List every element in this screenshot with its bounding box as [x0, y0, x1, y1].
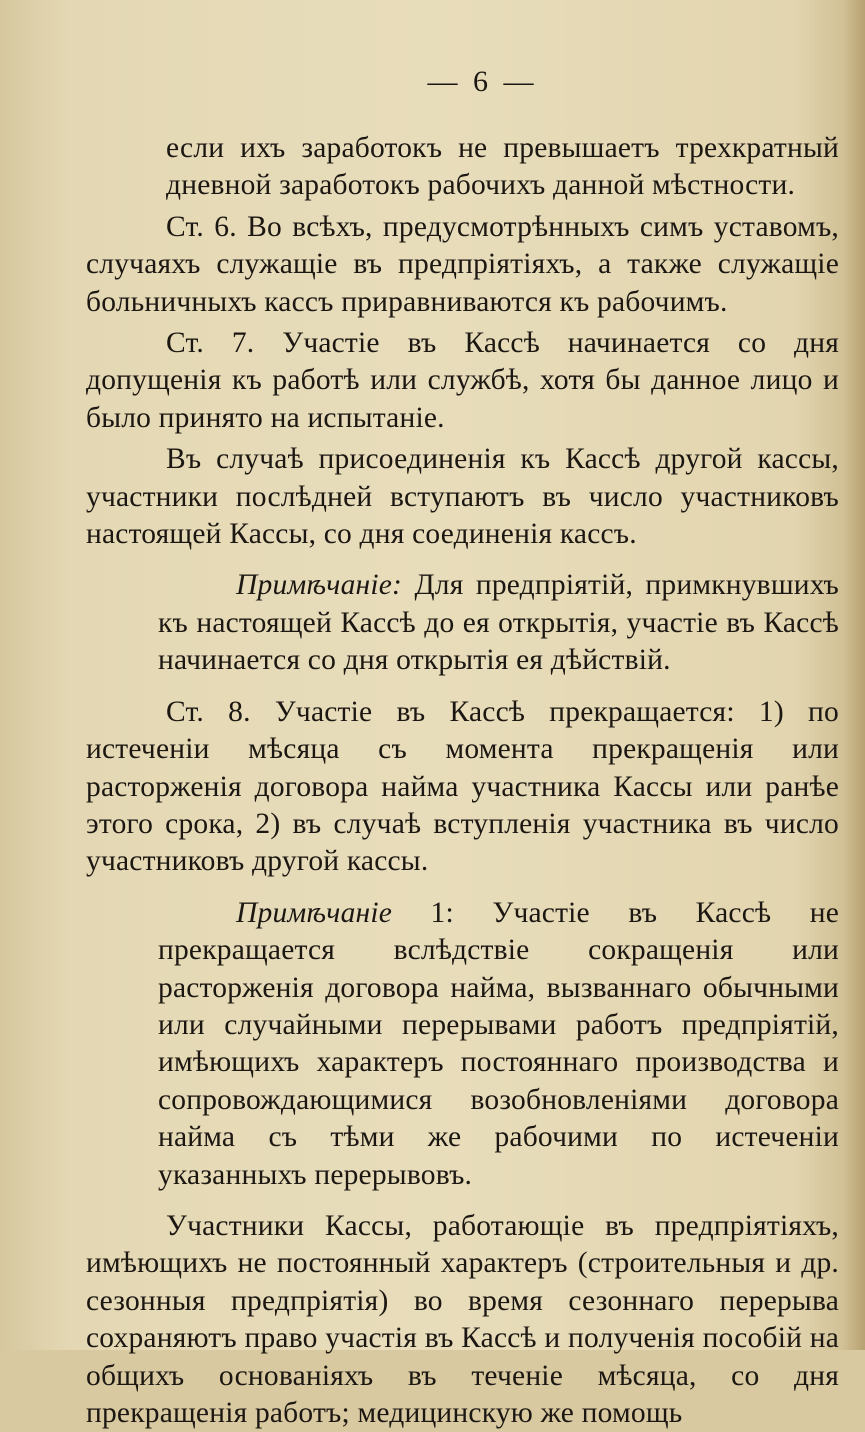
note-title: Примѣчаніе: — [236, 569, 403, 602]
page-number: — 6 — — [427, 65, 538, 98]
note-article-7 — [158, 567, 839, 679]
article-6: Ст. 6. Во всѣхъ, предусмотрѣнныхъ симъ уставомъ, случаяхъ служащіе въ предпріятіяхъ, а также служащіе больничныхъ кассъ приравниваются къ рабочимъ. — [86, 210, 839, 318]
article-7-paragraph-2: Въ случаѣ присоединенія къ Кассѣ другой кассы, участники послѣдней вступаютъ въ число участниковъ настоящей Кассы, со дня соединенія кассъ. — [86, 443, 839, 551]
paragraph-continuation: если ихъ заработокъ не превышаетъ трехкратный дневной заработокъ рабочихъ данной мѣстности. — [166, 132, 839, 202]
article-8: Ст. 8. Участіе въ Кассѣ прекращается: 1) по истеченіи мѣсяца съ момента прекращенія или расторженія договора найма участника Кассы или ранѣе этого срока, 2) въ случаѣ вступленія участника въ число участниковъ другой кассы. — [86, 695, 839, 878]
article-7: Ст. 7. Участіе въ Кассѣ начинается со дня допущенія къ работѣ или службѣ, хотя бы данное лицо и было принято на испытаніе. — [86, 327, 839, 434]
note-1-article-8 — [158, 895, 839, 1194]
note-title: Примѣчаніе — [236, 896, 393, 929]
note-text: 1: Участіе въ Кассѣ не прекращается вслѣдствіе сокращенія или расторженія договора найма, вызваннаго обычными или случайными перерывами работъ предпріятій, имѣющихъ характеръ постояннаго производства и сопровождающимися возобновленіями договора найма съ тѣми же рабочими по истеченіи указанныхъ перерывовъ. — [158, 896, 839, 1191]
article-8-paragraph-2: Участники Кассы, работающіе въ предпріятіяхъ, имѣющихъ не постоянный характеръ (строительныя и др. сезонныя предпріятія) во время сезоннаго перерыва сохраняютъ право участія въ Кассѣ и полученія пособій на общихъ основаніяхъ въ теченіе мѣсяца, со дня прекращенія работъ; медицинскую же помощь — [86, 1209, 839, 1429]
note-text: Для предпріятій, примкнувшихъ къ настоящей Кассѣ до ея открытія, участіе въ Кассѣ начинается со дня открытія ея дѣйствій. — [158, 569, 839, 677]
